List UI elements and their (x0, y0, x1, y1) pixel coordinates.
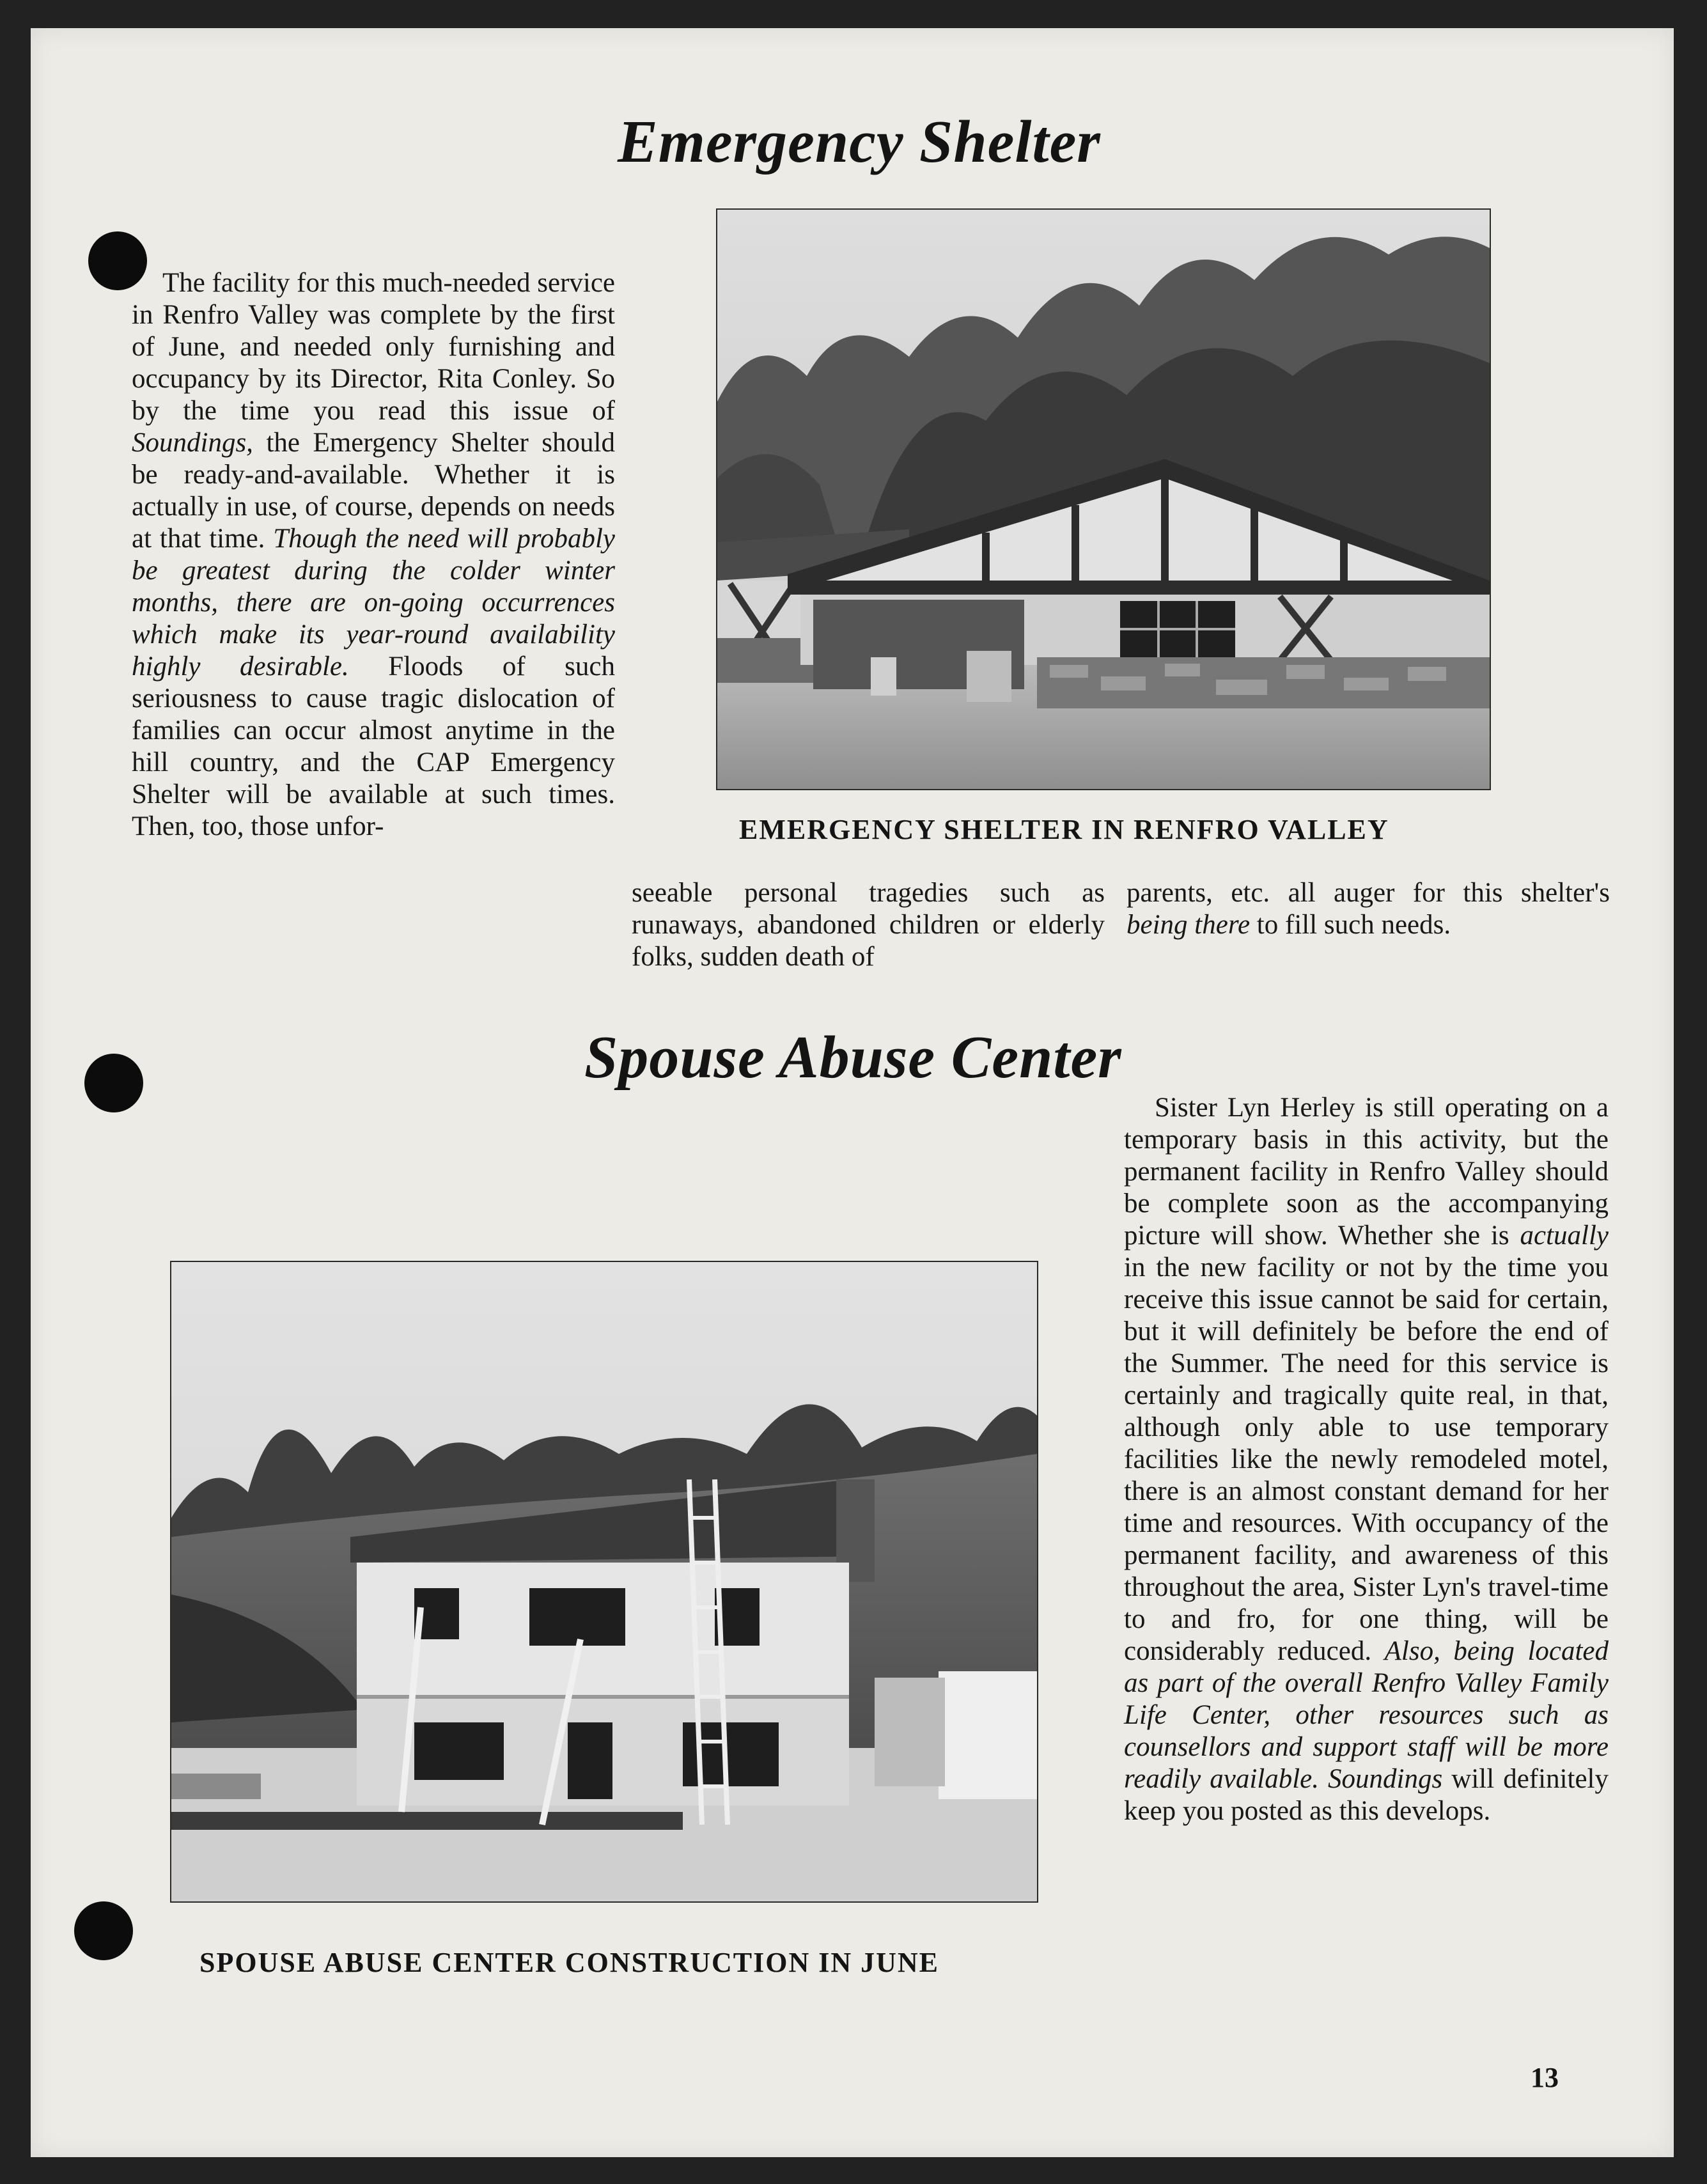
spouse-abuse-center-column (1124, 1092, 1609, 1827)
emergency-text-2: the Emergency Shelter should be ready-and-available. Whether it is actually in use, of course, depends on needs at that time. (132, 428, 615, 554)
emergency-shelter-column-2 (632, 877, 1105, 973)
emergency-text-3: Floods of such seriousness to cause tragic dislocation of families can occur almost anytime in the hill country, and the CAP Emergency Shelter will be available at such times. Then, too, those unfor- (132, 651, 615, 841)
page-number: 13 (1531, 2062, 1559, 2093)
spouse-abuse-center-photo (170, 1261, 1038, 1903)
emergency-shelter-column-1 (132, 267, 615, 843)
spouse-italic-2: Also, being located as part of the overall Renfro Valley Family Life Center, other resources such as counsellors and support staff will be more readily available. Soundings (1124, 1636, 1609, 1794)
spouse-italic-1: actually (1520, 1221, 1609, 1251)
emergency-italic-1: Soundings, (132, 428, 253, 458)
spouse-abuse-center-title: Spouse Abuse Center (584, 1024, 1122, 1091)
spouse-text-3: will definitely keep you posted as this develops. (1124, 1764, 1609, 1826)
magazine-page (31, 28, 1674, 2157)
emergency-shelter-photo (716, 208, 1491, 790)
emergency-shelter-column-3 (1126, 877, 1610, 941)
emergency-shelter-photo-caption: EMERGENCY SHELTER IN RENFRO VALLEY (739, 814, 1389, 845)
binder-hole-middle (84, 1054, 143, 1112)
emergency-shelter-title: Emergency Shelter (618, 109, 1101, 175)
emergency-italic-2: Though the need will probably be greatest during the colder winter months, there are on-going occurrences which make its year-round availability highly desirable. (132, 524, 616, 682)
spouse-text-2: in the new facility or not by the time you receive this issue cannot be said for certain, but it will definitely be before the end of the Summer. The need for this service is certainly and tragically quite real, in that, although only able to use temporary facilities like the newly remodeled motel, there is an almost constant demand for her time and resources. With occupancy of the permanent facility, and awareness of this throughout the area, Sister Lyn's travel-time to and fro, for one thing, will be considerably reduced. (1124, 1252, 1609, 1666)
emergency-text-1: The facility for this much-needed service in Renfro Valley was complete by the first of June, and needed only furnishing and occupancy by its Director, Rita Conley. So by the time you read this issue of (132, 268, 616, 426)
binder-hole-bottom (74, 1901, 133, 1960)
emergency-col3-italic: being there (1126, 910, 1251, 940)
emergency-col3-text-2: to fill such needs. (1250, 910, 1451, 940)
emergency-col3-text-1: parents, etc. all auger for this shelter's (1126, 878, 1610, 908)
emergency-col2-text: seeable personal tragedies such as runaways, abandoned children or elderly folks, sudden death of (632, 878, 1105, 972)
spouse-abuse-center-photo-caption: SPOUSE ABUSE CENTER CONSTRUCTION IN JUNE (199, 1947, 940, 1978)
spouse-text-1: Sister Lyn Herley is still operating on a temporary basis in this activity, but the permanent facility in Renfro Valley should be complete soon as the accompanying picture will show. Whether she is (1124, 1093, 1609, 1251)
